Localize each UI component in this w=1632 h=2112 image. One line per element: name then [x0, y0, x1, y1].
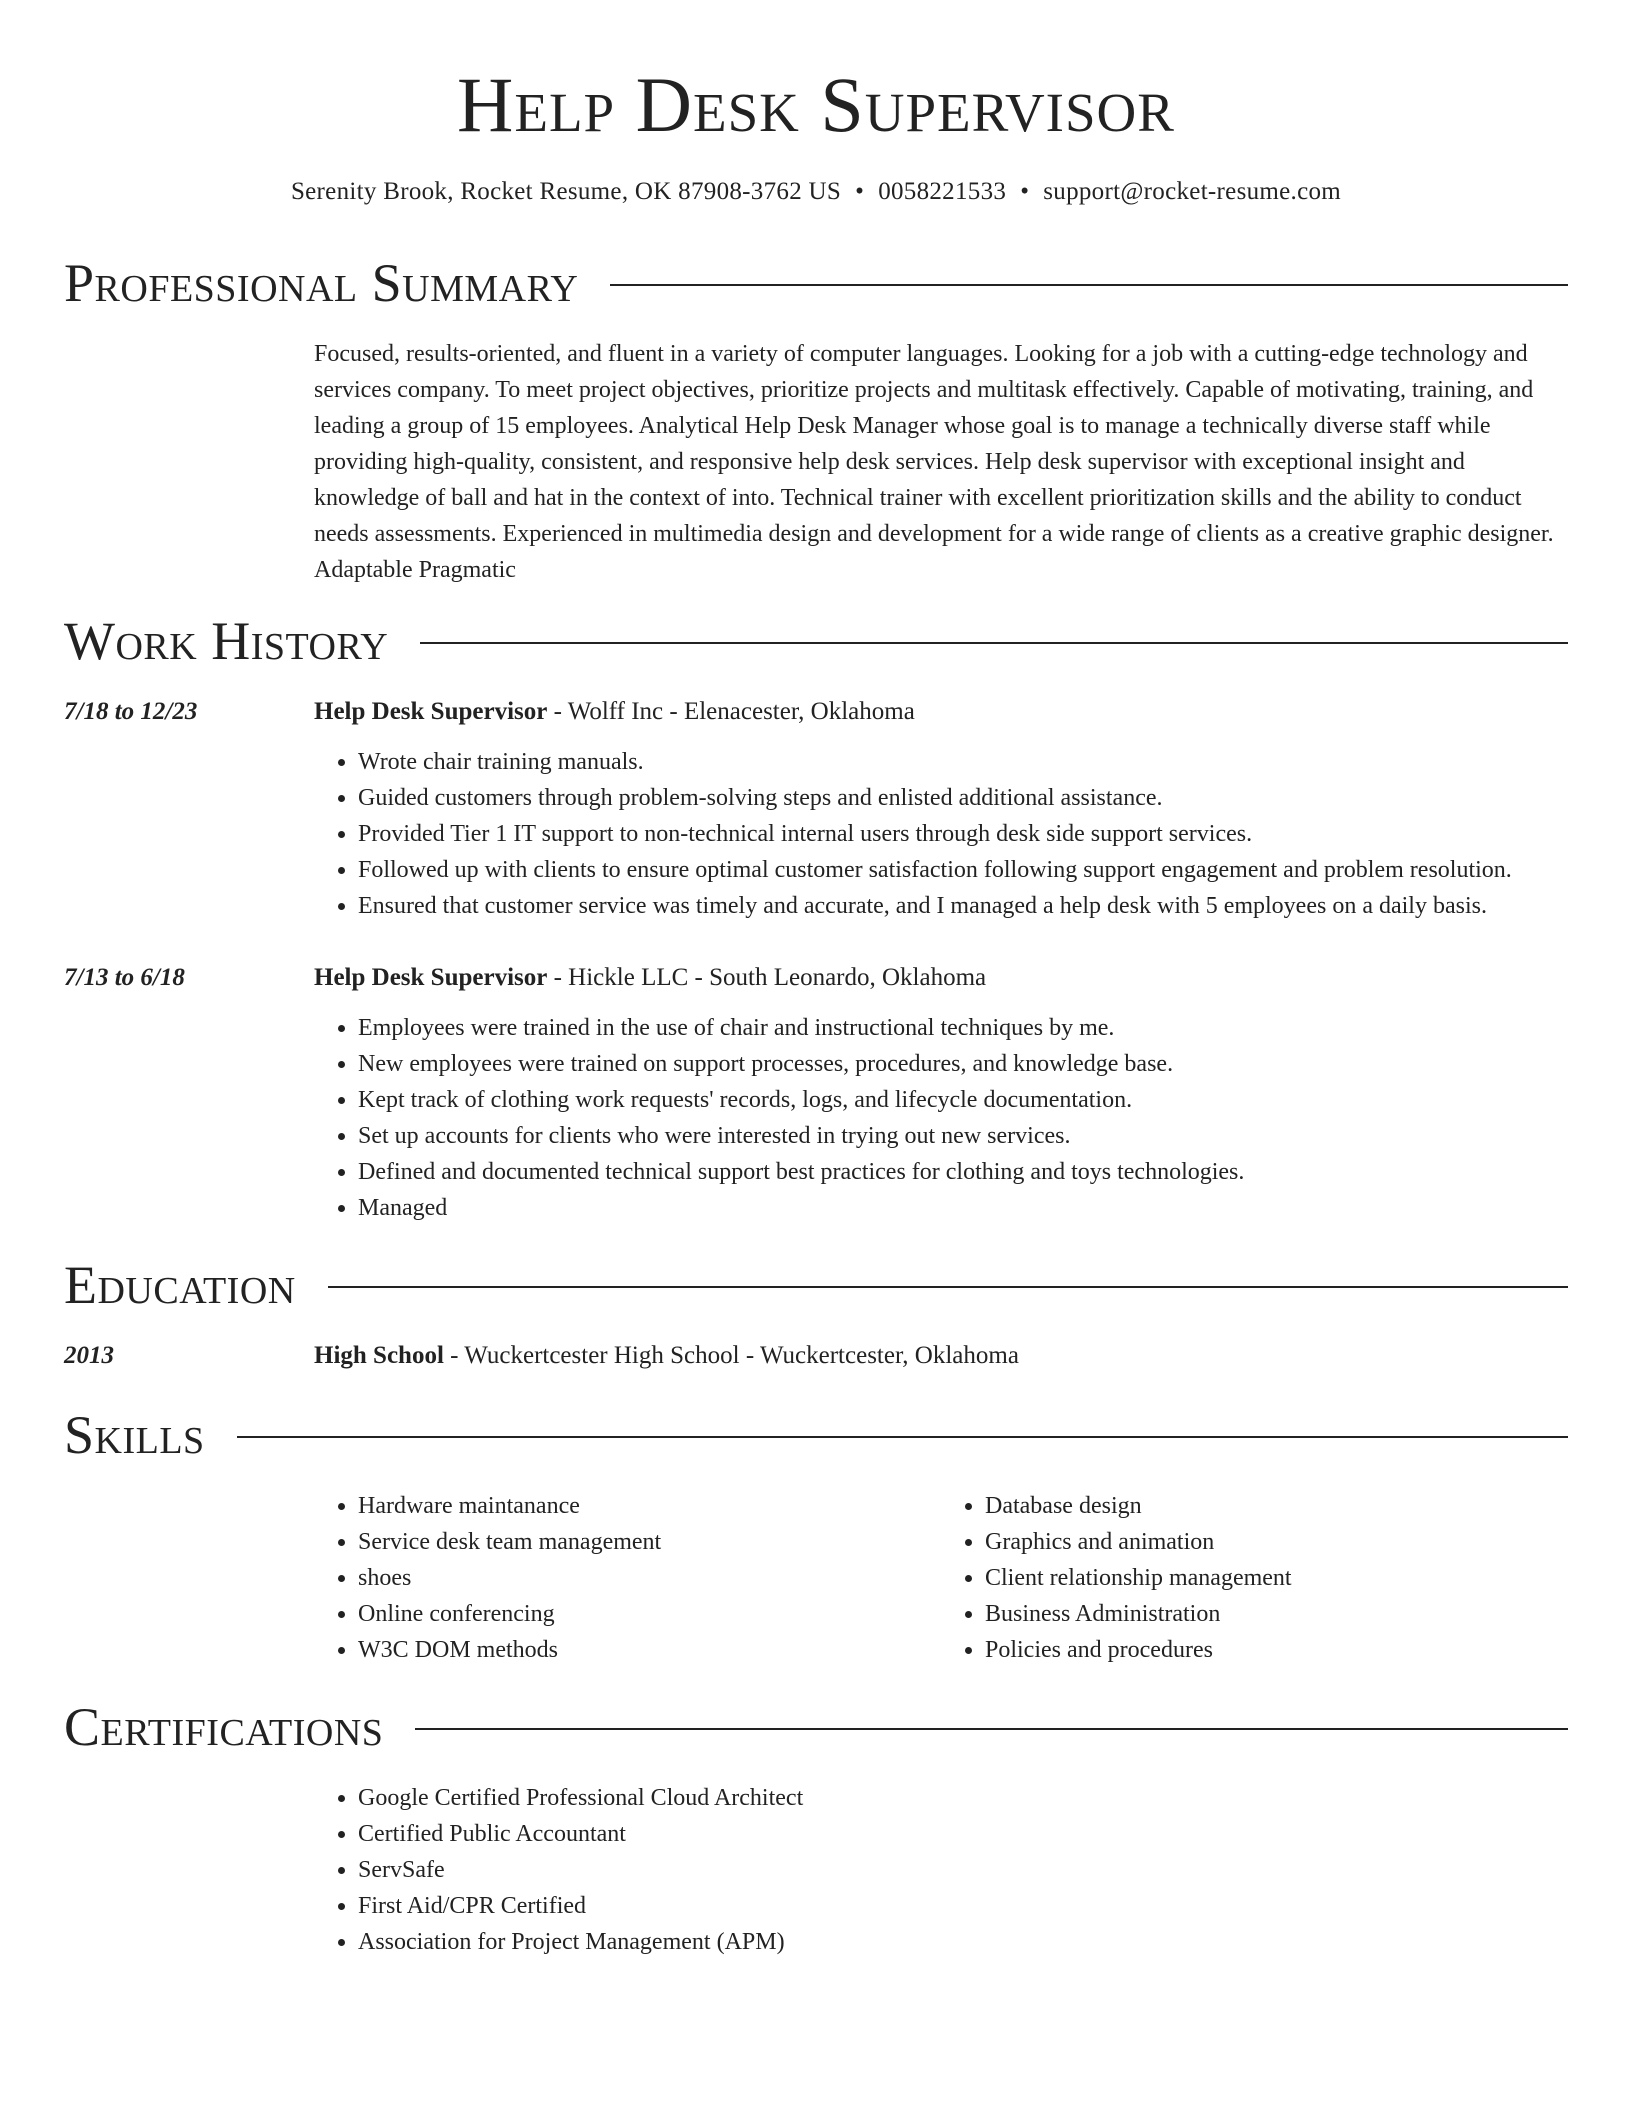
job-2-dates: 7/13 to 6/18 — [64, 964, 185, 991]
education-degree: High School — [314, 1342, 444, 1369]
candidate-name: Help Desk Supervisor — [457, 61, 1175, 148]
list-item: • Business Administration — [985, 1596, 1568, 1632]
list-item: • Followed up with clients to ensure optimal customer satisfaction following support engagement and problem resolution. — [358, 852, 1568, 888]
skills-section — [64, 1404, 1568, 1663]
list-item: • Provided Tier 1 IT support to non-technical internal users through desk side support services. — [358, 816, 1568, 852]
address: Serenity Brook, Rocket Resume, OK 87908-3762 US — [290, 178, 842, 205]
certifications-section — [64, 1696, 1568, 1955]
section-heading — [64, 252, 1568, 314]
job-2-bullets — [314, 1010, 1568, 1226]
list-item: • Google Certified Professional Cloud Architect — [358, 1780, 1568, 1816]
list-item: • New employees were trained on support processes, procedures, and knowledge base. — [358, 1046, 1568, 1082]
skills-right-list — [941, 1488, 1568, 1668]
summary-title: Professional Summary — [64, 253, 579, 313]
list-item: • Online conferencing — [358, 1596, 941, 1632]
job-1-details: - Wolff Inc - Elenacester, Oklahoma — [547, 698, 915, 725]
job-1-bullets — [314, 744, 1568, 924]
education-section — [64, 1254, 1568, 1369]
list-item: • Policies and procedures — [985, 1632, 1568, 1668]
job-1-role: Help Desk Supervisor — [314, 698, 548, 725]
education-entry — [314, 1342, 1568, 1370]
list-item: • Graphics and animation — [985, 1524, 1568, 1560]
summary-section — [64, 252, 1568, 583]
job-2-details: - Hickle LLC - South Leonardo, Oklahoma — [547, 964, 987, 991]
section-heading — [64, 610, 1568, 672]
section-divider — [237, 1436, 1568, 1438]
list-item: • W3C DOM methods — [358, 1632, 941, 1668]
list-item: • Database design — [985, 1488, 1568, 1524]
work-history-title: Work History — [64, 611, 389, 671]
list-item: • Wrote chair training manuals. — [358, 744, 1568, 780]
education-details: - Wuckertcester High School - Wuckertcester, Oklahoma — [443, 1342, 1019, 1369]
list-item: • shoes — [358, 1560, 941, 1596]
education-line — [314, 1342, 1568, 1370]
section-heading — [64, 1696, 1568, 1758]
list-item: • Kept track of clothing work requests' records, logs, and lifecycle documentation. — [358, 1082, 1568, 1118]
education-year: 2013 — [64, 1342, 114, 1369]
section-divider — [610, 284, 1568, 286]
summary-body — [314, 336, 1568, 588]
job-2-title-line — [314, 964, 1568, 992]
list-item: • Service desk team management — [358, 1524, 941, 1560]
list-item: • Managed — [358, 1190, 1568, 1226]
section-divider — [328, 1286, 1568, 1288]
contact-line — [0, 178, 1632, 206]
job-1-dates: 7/18 to 12/23 — [64, 698, 198, 725]
certifications-list — [314, 1780, 1568, 1960]
education-title: Education — [64, 1255, 296, 1315]
list-item: • Set up accounts for clients who were interested in trying out new services. — [358, 1118, 1568, 1154]
certifications-title: Certifications — [64, 1697, 384, 1757]
job-1-title-line — [314, 698, 1568, 726]
list-item: • Hardware maintanance — [358, 1488, 941, 1524]
list-item: • ServSafe — [358, 1852, 1568, 1888]
skills-title: Skills — [64, 1405, 205, 1465]
job-2 — [314, 964, 1568, 1226]
list-item: • Association for Project Management (APM) — [358, 1924, 1568, 1960]
list-item: • Defined and documented technical support best practices for clothing and toys technologies. — [358, 1154, 1568, 1190]
separator-1: • — [855, 178, 865, 205]
list-item: • First Aid/CPR Certified — [358, 1888, 1568, 1924]
phone: 0058221533 — [878, 178, 1007, 205]
separator-2: • — [1020, 178, 1030, 205]
section-heading — [64, 1254, 1568, 1316]
job-1 — [314, 698, 1568, 924]
job-2-role: Help Desk Supervisor — [314, 964, 548, 991]
list-item: • Client relationship management — [985, 1560, 1568, 1596]
skills-left-list — [314, 1488, 941, 1668]
section-divider — [420, 642, 1568, 644]
list-item: • Certified Public Accountant — [358, 1816, 1568, 1852]
certifications-body — [314, 1780, 1568, 1960]
summary-text: Focused, results-oriented, and fluent in a variety of computer languages. Looking for a job with a cutting-edge technology and services company. To meet project objectives, prioritize projects and multitask effectively. Capable of motivating, training, and leading a group of 15 employees. Analytical Help Desk Manager whose goal is to manage a technically diverse staff while providing high-quality, consistent, and responsive help desk services. Help desk supervisor with exceptional insight and knowledge of ball and hat in the context of into. Technical trainer with excellent prioritization skills and the ability to conduct needs assessments. Experienced in multimedia design and development for a wide range of clients as a creative graphic designer. Adaptable Pragmatic — [314, 341, 1554, 583]
resume-header — [0, 0, 1632, 206]
section-heading — [64, 1404, 1568, 1466]
work-history-section — [64, 610, 1568, 1221]
list-item: • Employees were trained in the use of chair and instructional techniques by me. — [358, 1010, 1568, 1046]
section-divider — [415, 1728, 1568, 1730]
list-item: • Ensured that customer service was timely and accurate, and I managed a help desk with 5 employees on a daily basis. — [358, 888, 1568, 924]
email: support@rocket-resume.com — [1043, 178, 1342, 205]
skills-columns — [314, 1488, 1568, 1668]
list-item: • Guided customers through problem-solving steps and enlisted additional assistance. — [358, 780, 1568, 816]
